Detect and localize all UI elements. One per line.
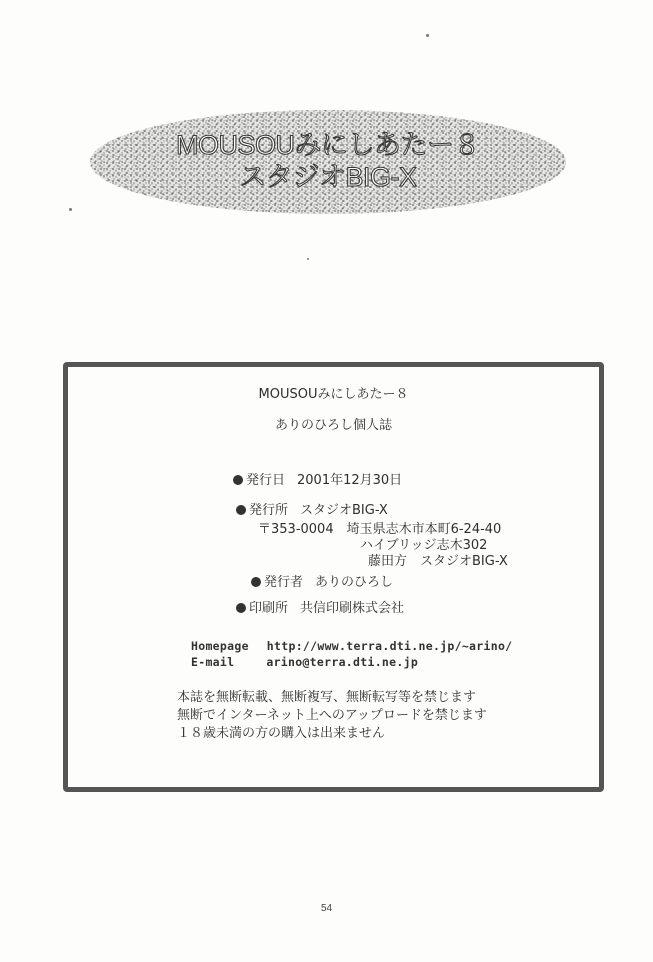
- email-address[interactable]: arino@terra.dti.ne.jp: [266, 655, 419, 669]
- bullet-icon: [236, 603, 246, 613]
- publisher-office-label: 発行所: [249, 503, 289, 518]
- publisher-person-value: ありのひろし: [315, 575, 394, 590]
- bullet-icon: [233, 475, 243, 485]
- publisher-office-row: [236, 503, 388, 519]
- email-label: E-mail: [191, 655, 235, 669]
- printer-value: 共信印刷株式会社: [300, 601, 405, 616]
- dust-speck: [69, 208, 72, 211]
- cover-title-oval: [88, 108, 568, 216]
- publisher-person-row: [251, 575, 393, 591]
- issue-date-value: 2001年12月30日: [297, 473, 403, 488]
- address-building: ハイブリッジ志木302: [360, 538, 488, 553]
- notice-age-restriction: １８歳未満の方の購入は出来ません: [177, 726, 386, 741]
- address-care-of: 藤田方 スタジオBIG-X: [368, 554, 508, 569]
- book-title: MOUSOUみにしあたー８: [258, 387, 409, 402]
- book-subtitle: ありのひろし個人誌: [274, 418, 392, 433]
- issue-date-label: 発行日: [246, 473, 286, 488]
- printer-row: [236, 601, 404, 617]
- page-number: 54: [320, 903, 333, 914]
- email-row: [191, 654, 418, 670]
- cover-circle-name: スタジオBIG-X: [239, 162, 417, 192]
- bullet-icon: [251, 577, 261, 587]
- dust-speck: [426, 34, 429, 37]
- postal-address: 〒353-0004 埼玉県志木市本町6-24-40: [258, 522, 502, 537]
- notice-no-upload: 無断でインターネット上へのアップロードを禁じます: [177, 708, 487, 723]
- homepage-row: [191, 638, 512, 654]
- printer-label: 印刷所: [249, 601, 289, 616]
- notice-no-reprint: 本誌を無断転載、無断複写、無断転写等を禁じます: [177, 690, 477, 705]
- homepage-label: Homepage: [191, 639, 249, 653]
- cover-title: MOUSOUみにしあたー８: [176, 130, 480, 160]
- homepage-url[interactable]: http://www.terra.dti.ne.jp/~arino/: [266, 639, 513, 653]
- colophon-box: [63, 362, 604, 792]
- bullet-icon: [236, 505, 246, 515]
- issue-date-row: [233, 473, 402, 489]
- dust-speck: [307, 258, 309, 260]
- publisher-office-value: スタジオBIG-X: [300, 503, 388, 518]
- publisher-person-label: 発行者: [264, 575, 304, 590]
